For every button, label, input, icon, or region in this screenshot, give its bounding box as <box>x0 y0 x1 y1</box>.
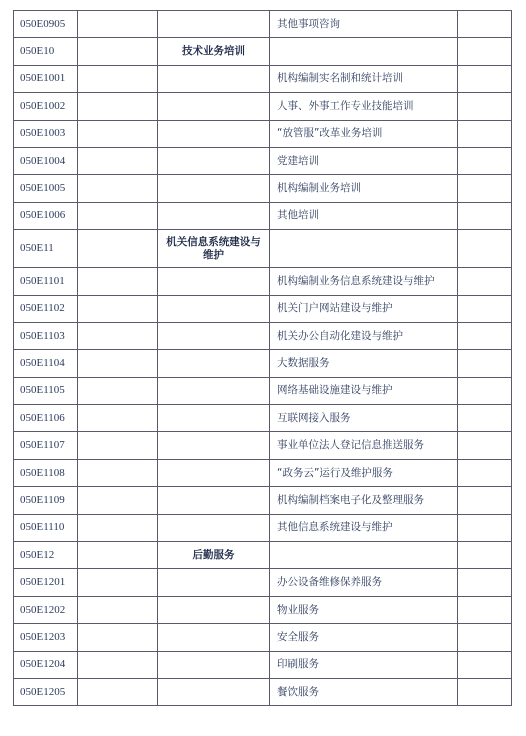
code-cell: 050E11 <box>14 230 78 268</box>
blank-cell <box>458 651 512 678</box>
category-cell: 后勤服务 <box>158 542 270 569</box>
code-cell: 050E1005 <box>14 175 78 202</box>
category-cell <box>158 651 270 678</box>
table-row <box>14 487 512 514</box>
code-cell: 050E1105 <box>14 377 78 404</box>
blank-cell <box>78 432 158 459</box>
blank-cell <box>458 459 512 486</box>
category-cell <box>158 432 270 459</box>
code-cell: 050E1108 <box>14 459 78 486</box>
item-cell: 人事、外事工作专业技能培训 <box>270 93 458 120</box>
table-row <box>14 175 512 202</box>
code-cell: 050E1106 <box>14 405 78 432</box>
category-cell: 技术业务培训 <box>158 38 270 65</box>
code-cell: 050E1101 <box>14 268 78 295</box>
blank-cell <box>458 624 512 651</box>
blank-cell <box>458 432 512 459</box>
item-cell: 机构编制档案电子化及整理服务 <box>270 487 458 514</box>
blank-cell <box>458 377 512 404</box>
code-cell: 050E1003 <box>14 120 78 147</box>
table-row <box>14 596 512 623</box>
item-cell: 安全服务 <box>270 624 458 651</box>
code-cell: 050E1104 <box>14 350 78 377</box>
item-cell: 办公设备维修保养服务 <box>270 569 458 596</box>
blank-cell <box>78 93 158 120</box>
table-row <box>14 377 512 404</box>
category-cell <box>158 147 270 174</box>
category-cell <box>158 487 270 514</box>
blank-cell <box>78 11 158 38</box>
blank-cell <box>458 596 512 623</box>
item-cell <box>270 38 458 65</box>
table-row <box>14 432 512 459</box>
blank-cell <box>78 487 158 514</box>
blank-cell <box>458 487 512 514</box>
blank-cell <box>458 120 512 147</box>
code-cell: 050E1202 <box>14 596 78 623</box>
blank-cell <box>78 514 158 541</box>
blank-cell <box>458 405 512 432</box>
table-row <box>14 624 512 651</box>
category-cell <box>158 596 270 623</box>
blank-cell <box>78 120 158 147</box>
table-row <box>14 350 512 377</box>
table-row <box>14 202 512 229</box>
table-row <box>14 38 512 65</box>
code-cell: 050E1006 <box>14 202 78 229</box>
category-cell <box>158 268 270 295</box>
blank-cell <box>458 514 512 541</box>
table-row <box>14 230 512 268</box>
item-cell: “政务云”运行及维护服务 <box>270 459 458 486</box>
blank-cell <box>78 624 158 651</box>
blank-cell <box>78 678 158 705</box>
category-cell <box>158 459 270 486</box>
item-cell: 物业服务 <box>270 596 458 623</box>
blank-cell <box>458 38 512 65</box>
blank-cell <box>78 377 158 404</box>
item-cell: 其他事项咨询 <box>270 11 458 38</box>
blank-cell <box>78 65 158 92</box>
blank-cell <box>458 175 512 202</box>
code-cell: 050E0905 <box>14 11 78 38</box>
item-cell: 大数据服务 <box>270 350 458 377</box>
category-cell <box>158 202 270 229</box>
item-cell: 机关办公自动化建设与维护 <box>270 322 458 349</box>
item-cell: 餐饮服务 <box>270 678 458 705</box>
blank-cell <box>458 295 512 322</box>
blank-cell <box>458 268 512 295</box>
blank-cell <box>78 542 158 569</box>
blank-cell <box>458 569 512 596</box>
table-row <box>14 295 512 322</box>
blank-cell <box>458 678 512 705</box>
item-cell: 党建培训 <box>270 147 458 174</box>
table-row <box>14 514 512 541</box>
item-cell <box>270 230 458 268</box>
item-cell: 印刷服务 <box>270 651 458 678</box>
blank-cell <box>78 295 158 322</box>
item-cell: “放管服”改革业务培训 <box>270 120 458 147</box>
blank-cell <box>78 230 158 268</box>
table-row <box>14 405 512 432</box>
blank-cell <box>78 147 158 174</box>
blank-cell <box>458 202 512 229</box>
table-row <box>14 11 512 38</box>
code-cell: 050E1110 <box>14 514 78 541</box>
blank-cell <box>458 230 512 268</box>
item-cell: 机构编制实名制和统计培训 <box>270 65 458 92</box>
code-cell: 050E1201 <box>14 569 78 596</box>
category-cell <box>158 624 270 651</box>
category-cell <box>158 569 270 596</box>
category-cell <box>158 322 270 349</box>
code-cell: 050E12 <box>14 542 78 569</box>
category-cell <box>158 295 270 322</box>
catalog-sheet <box>13 10 511 706</box>
code-cell: 050E1203 <box>14 624 78 651</box>
item-cell: 网络基础设施建设与维护 <box>270 377 458 404</box>
item-cell: 其他信息系统建设与维护 <box>270 514 458 541</box>
blank-cell <box>458 350 512 377</box>
table-row <box>14 678 512 705</box>
item-cell: 机关门户网站建设与维护 <box>270 295 458 322</box>
code-cell: 050E1204 <box>14 651 78 678</box>
item-cell: 事业单位法人登记信息推送服务 <box>270 432 458 459</box>
table-row <box>14 268 512 295</box>
blank-cell <box>78 322 158 349</box>
blank-cell <box>458 93 512 120</box>
category-cell: 机关信息系统建设与维护 <box>158 230 270 268</box>
code-cell: 050E1205 <box>14 678 78 705</box>
table-row <box>14 120 512 147</box>
blank-cell <box>458 147 512 174</box>
code-cell: 050E1102 <box>14 295 78 322</box>
category-cell <box>158 350 270 377</box>
category-cell <box>158 120 270 147</box>
blank-cell <box>78 202 158 229</box>
blank-cell <box>458 542 512 569</box>
item-cell: 机构编制业务培训 <box>270 175 458 202</box>
blank-cell <box>78 268 158 295</box>
code-cell: 050E1107 <box>14 432 78 459</box>
table-row <box>14 542 512 569</box>
category-cell <box>158 175 270 202</box>
blank-cell <box>458 11 512 38</box>
item-cell <box>270 542 458 569</box>
table-row <box>14 651 512 678</box>
service-catalog-table <box>13 10 512 706</box>
blank-cell <box>78 459 158 486</box>
blank-cell <box>458 322 512 349</box>
blank-cell <box>78 175 158 202</box>
category-cell <box>158 514 270 541</box>
blank-cell <box>78 405 158 432</box>
item-cell: 其他培训 <box>270 202 458 229</box>
blank-cell <box>78 651 158 678</box>
category-cell <box>158 65 270 92</box>
code-cell: 050E1109 <box>14 487 78 514</box>
category-cell <box>158 678 270 705</box>
table-row <box>14 459 512 486</box>
blank-cell <box>78 569 158 596</box>
code-cell: 050E1001 <box>14 65 78 92</box>
blank-cell <box>458 65 512 92</box>
table-row <box>14 65 512 92</box>
code-cell: 050E1103 <box>14 322 78 349</box>
category-cell <box>158 405 270 432</box>
blank-cell <box>78 38 158 65</box>
code-cell: 050E10 <box>14 38 78 65</box>
table-row <box>14 569 512 596</box>
item-cell: 机构编制业务信息系统建设与维护 <box>270 268 458 295</box>
table-row <box>14 93 512 120</box>
table-row <box>14 322 512 349</box>
category-cell <box>158 93 270 120</box>
code-cell: 050E1002 <box>14 93 78 120</box>
table-row <box>14 147 512 174</box>
category-cell <box>158 11 270 38</box>
item-cell: 互联网接入服务 <box>270 405 458 432</box>
blank-cell <box>78 596 158 623</box>
category-cell <box>158 377 270 404</box>
code-cell: 050E1004 <box>14 147 78 174</box>
blank-cell <box>78 350 158 377</box>
